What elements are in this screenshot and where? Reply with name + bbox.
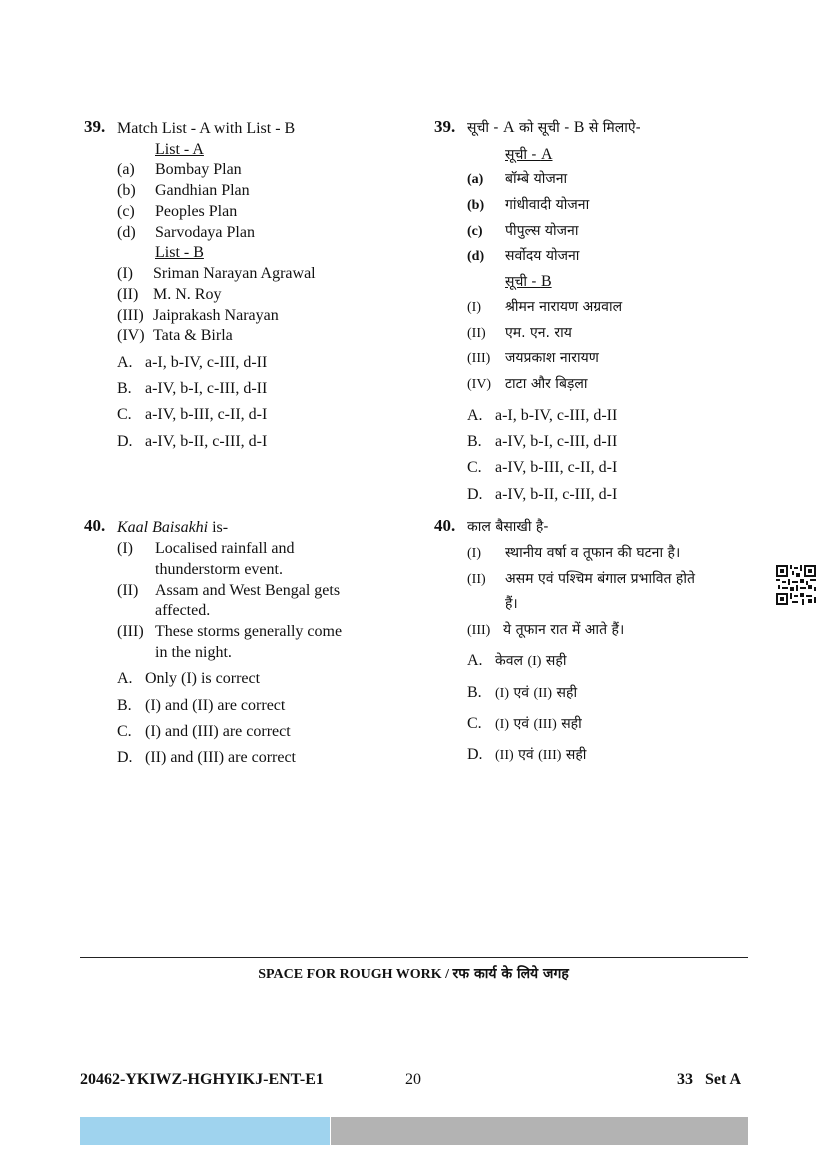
statement-tag: (II) — [467, 572, 486, 587]
option-text: सही — [556, 716, 582, 732]
item-tag: (III) — [467, 351, 491, 366]
option-tag: D. — [467, 486, 483, 503]
option-text: (I) and (III) are correct — [145, 723, 291, 740]
option-d[interactable] — [467, 745, 586, 766]
item-tag: (d) — [467, 249, 485, 264]
item-text: Bombay Plan — [155, 161, 242, 178]
list-item — [117, 202, 237, 222]
option-tag: B. — [467, 684, 482, 701]
statement-text: Localised rainfall and — [155, 540, 295, 557]
statement-3 — [467, 620, 624, 641]
option-tag: C. — [117, 723, 132, 740]
footer-code: 20462-YKIWZ-HGHYIKJ-ENT-E1 — [80, 1071, 324, 1088]
option-text: सही — [541, 653, 567, 669]
question-number: 40. — [434, 516, 456, 535]
option-text: (I) — [495, 717, 509, 732]
question-number: 39. — [434, 117, 456, 136]
option-tag: C. — [467, 715, 482, 732]
heading-part: A — [540, 146, 553, 163]
list-item — [117, 306, 279, 326]
list-item — [467, 221, 578, 242]
item-tag: (b) — [467, 198, 485, 213]
option-a[interactable] — [117, 669, 260, 689]
option-d[interactable] — [117, 432, 267, 452]
option-text: a-I, b-IV, c-III, d-II — [145, 354, 268, 371]
option-tag: D. — [467, 746, 483, 763]
item-tag: (a) — [467, 172, 484, 187]
question-stem — [467, 118, 641, 138]
option-text: (III) — [538, 748, 562, 763]
list-item — [117, 160, 242, 180]
list-item — [117, 264, 316, 284]
statement-1 — [117, 539, 295, 559]
list-item — [467, 323, 572, 344]
option-d[interactable] — [467, 485, 617, 505]
item-text: जयप्रकाश नारायण — [505, 350, 599, 366]
item-tag: (IV) — [467, 377, 492, 392]
option-text: a-IV, b-II, c-III, d-I — [495, 486, 618, 503]
list-item — [117, 223, 255, 243]
item-tag: (c) — [467, 224, 483, 239]
qr-code-icon — [776, 565, 816, 605]
option-text: (I) and (II) are correct — [145, 697, 286, 714]
statement-text: Assam and West Bengal gets — [155, 582, 341, 599]
list-a-heading — [505, 145, 553, 165]
option-a[interactable] — [467, 406, 617, 426]
stem-part: को सूची - — [514, 120, 574, 136]
statement-2-cont: affected. — [155, 602, 211, 619]
option-text: a-IV, b-I, c-III, d-II — [145, 380, 268, 397]
list-item — [117, 285, 221, 305]
option-a[interactable] — [467, 651, 566, 672]
option-c[interactable] — [117, 405, 267, 425]
statement-3 — [117, 622, 342, 642]
question-number: 40. — [84, 516, 106, 535]
option-text: सही — [561, 747, 587, 763]
option-text: एवं — [513, 747, 539, 763]
option-tag: C. — [467, 459, 482, 476]
statement-3-cont: in the night. — [155, 644, 232, 661]
rough-work-hi: रफ कार्य के लिये जगह — [452, 966, 569, 982]
statement-1-cont: thunderstorm event. — [155, 561, 283, 578]
option-text: a-I, b-IV, c-III, d-II — [495, 407, 618, 424]
item-text: सर्वोदय योजना — [505, 248, 580, 264]
statement-2 — [117, 581, 340, 601]
item-text: बॉम्बे योजना — [505, 171, 568, 187]
statement-tag: (III) — [467, 623, 491, 638]
stem-part: B — [573, 119, 585, 136]
list-b-heading: List - B — [155, 244, 204, 261]
option-text: सही — [552, 685, 578, 701]
option-text: (II) — [533, 686, 553, 701]
option-b[interactable] — [117, 379, 267, 399]
statement-tag: (II) — [117, 582, 139, 599]
option-tag: B. — [117, 697, 132, 714]
rough-work-divider — [80, 957, 748, 958]
option-a[interactable] — [117, 353, 267, 373]
statement-text: असम एवं पश्चिम बंगाल प्रभावित होते — [505, 571, 695, 587]
set-label: Set A — [705, 1071, 741, 1088]
option-text: (III) — [533, 717, 557, 732]
option-text: a-IV, b-II, c-III, d-I — [145, 433, 268, 450]
option-tag: D. — [117, 433, 133, 450]
list-item — [467, 246, 579, 267]
item-tag: (IV) — [117, 327, 145, 344]
footer-bar-grey — [331, 1117, 748, 1145]
item-text: गांधीवादी योजना — [505, 197, 590, 213]
list-item — [117, 326, 233, 346]
statement-1 — [467, 543, 680, 564]
option-text: एवं — [509, 716, 534, 732]
item-text: पीपुल्स योजना — [505, 223, 579, 239]
option-tag: C. — [117, 406, 132, 423]
heading-part: B — [540, 273, 552, 290]
statement-text: These storms generally come — [155, 623, 343, 640]
item-tag: (c) — [117, 203, 135, 220]
option-tag: A. — [467, 407, 483, 424]
item-tag: (a) — [117, 161, 135, 178]
statement-text: स्थानीय वर्षा व तूफान की घटना है। — [505, 545, 681, 561]
footer-right — [677, 1071, 741, 1089]
option-text: (II) and (III) are correct — [145, 749, 296, 766]
rough-work-en: SPACE FOR ROUGH WORK / — [258, 967, 453, 982]
option-tag: A. — [117, 354, 133, 371]
item-tag: (I) — [467, 300, 481, 315]
statement-tag: (III) — [117, 623, 144, 640]
footer-number: 33 — [677, 1071, 693, 1088]
item-tag: (b) — [117, 182, 136, 199]
stem-italic: Kaal Baisakhi — [117, 519, 209, 536]
item-tag: (III) — [117, 307, 144, 324]
statement-tag: (I) — [467, 546, 481, 561]
page-number: 20 — [405, 1071, 421, 1088]
option-b[interactable] — [467, 683, 577, 704]
item-text: एम. एन. राय — [505, 325, 572, 341]
stem-part: सूची - — [467, 120, 503, 136]
stem-part: A — [502, 119, 515, 136]
item-text: Sarvodaya Plan — [155, 224, 255, 241]
item-text: Gandhian Plan — [155, 182, 250, 199]
option-text: a-IV, b-III, c-II, d-I — [495, 459, 618, 476]
option-text: केवल — [495, 653, 528, 669]
option-text: (II) — [495, 748, 514, 763]
option-b[interactable] — [467, 432, 617, 452]
option-tag: D. — [117, 749, 133, 766]
option-c[interactable] — [117, 722, 291, 742]
statement-2-cont: हैं। — [505, 596, 518, 612]
option-text: (I) — [495, 686, 509, 701]
option-tag: A. — [117, 670, 133, 687]
option-tag: B. — [467, 433, 482, 450]
option-b[interactable] — [117, 696, 285, 716]
question-stem: काल बैसाखी है- — [467, 519, 549, 535]
list-item — [117, 181, 250, 201]
stem-rest: is- — [208, 519, 229, 536]
option-c[interactable] — [467, 714, 582, 735]
question-number: 39. — [84, 117, 106, 136]
option-c[interactable] — [467, 458, 617, 478]
item-text: टाटा और बिड़ला — [505, 376, 588, 392]
item-tag: (d) — [117, 224, 136, 241]
list-item — [467, 297, 622, 318]
list-a-heading: List - A — [155, 141, 204, 158]
option-text: a-IV, b-I, c-III, d-II — [495, 433, 618, 450]
option-text: (I) — [527, 654, 542, 669]
option-tag: A. — [467, 652, 483, 669]
option-text: Only (I) is correct — [145, 670, 261, 687]
list-item — [467, 374, 588, 395]
option-text: a-IV, b-III, c-II, d-I — [145, 406, 268, 423]
list-b-heading — [505, 272, 552, 292]
list-item — [467, 348, 599, 369]
rough-work-label — [0, 964, 827, 983]
statement-2 — [467, 569, 695, 590]
option-text: एवं — [509, 685, 534, 701]
statement-text: ये तूफान रात में आते हैं। — [503, 622, 625, 638]
statement-tag: (I) — [117, 540, 133, 557]
list-item — [467, 195, 589, 216]
item-tag: (II) — [117, 286, 139, 303]
item-text: श्रीमन नारायण अग्रवाल — [505, 299, 623, 315]
heading-part: सूची - — [505, 147, 541, 163]
question-stem: Match List - A with List - B — [117, 120, 296, 137]
item-tag: (II) — [467, 326, 486, 341]
item-text: Sriman Narayan Agrawal — [153, 265, 316, 282]
item-text: Jaiprakash Narayan — [153, 307, 279, 324]
item-tag: (I) — [117, 265, 133, 282]
item-text: M. N. Roy — [153, 286, 222, 303]
footer-bar-blue — [80, 1117, 330, 1145]
item-text: Tata & Birla — [153, 327, 233, 344]
heading-part: सूची - — [505, 274, 541, 290]
option-d[interactable] — [117, 748, 296, 768]
stem-part: से मिलाऐ- — [584, 120, 641, 136]
question-stem — [117, 518, 228, 538]
option-tag: B. — [117, 380, 132, 397]
item-text: Peoples Plan — [155, 203, 238, 220]
list-item — [467, 169, 567, 190]
